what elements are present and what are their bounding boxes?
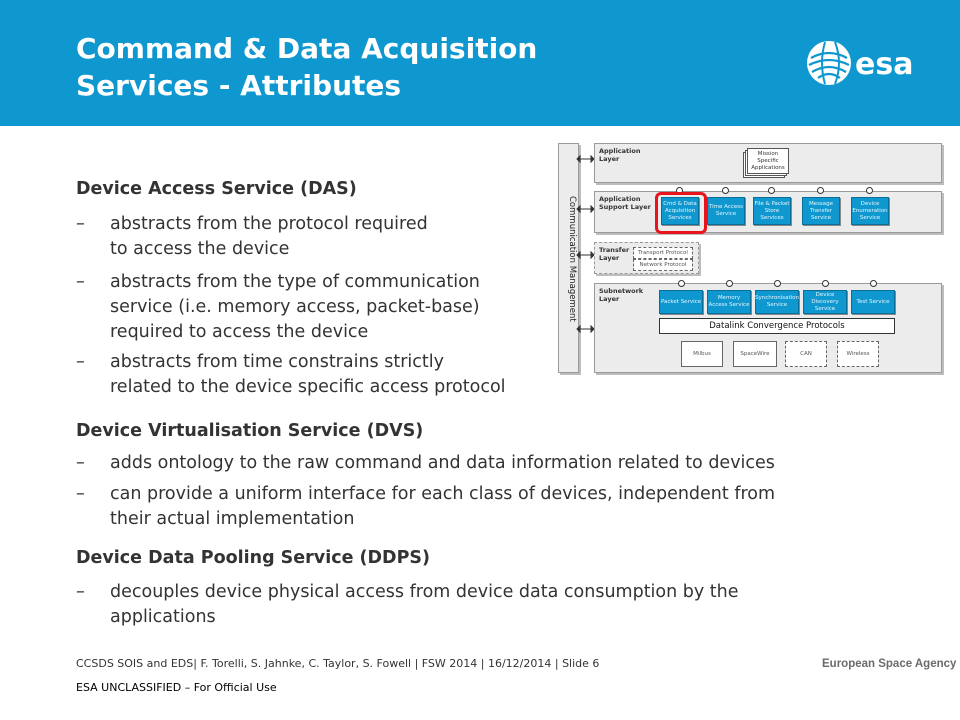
bullet-line: their actual implementation (110, 509, 355, 529)
header-bar (0, 0, 960, 126)
bullet-line: applications (110, 607, 216, 627)
application-layer-label: Application Layer (599, 147, 641, 163)
dvs-heading: Device Virtualisation Service (DVS) (76, 421, 424, 441)
layer-diagram (554, 141, 948, 377)
slide-title (76, 30, 537, 104)
link-wireless: Wireless (837, 341, 879, 367)
transport-protocol-box: Transport Protocol (633, 247, 693, 259)
layer-arrows (578, 141, 594, 377)
title-line-2: Services - Attributes (76, 69, 402, 102)
bullet-dash: – (76, 453, 85, 473)
service-device-discovery: Device Discovery Service (803, 290, 847, 314)
service-time-access: Time Access Service (707, 197, 745, 225)
network-protocol-box: Network Protocol (633, 259, 693, 271)
port-icon (870, 280, 877, 287)
service-cmd-data-acquisition: Cmd & Data Acquisition Services (661, 197, 699, 225)
esa-logo (805, 38, 939, 88)
transfer-layer-label: Transfer Layer (599, 246, 630, 262)
bullet-dash: – (76, 484, 85, 504)
comm-management-label: Communication Management (567, 196, 577, 322)
bullet-line: abstracts from the type of communication (110, 272, 480, 292)
bullet-line: decouples device physical access from device data consumption by the (110, 582, 739, 602)
link-milbus: Milbus (681, 341, 723, 367)
port-icon (817, 187, 824, 194)
port-icon (678, 280, 685, 287)
service-device-enumeration: Device Enumeration Service (851, 197, 889, 225)
service-memory-access: Memory Access Service (707, 290, 751, 314)
ddps-heading: Device Data Pooling Service (DDPS) (76, 548, 431, 568)
title-line-1: Command & Data Acquisition (76, 32, 538, 65)
service-packet: Packet Service (659, 290, 703, 314)
bullet-line: abstracts from time constrains strictly (110, 352, 444, 372)
bullet-dash: – (76, 582, 85, 602)
svg-text:European Space Agency: European Space Agency (822, 658, 957, 670)
port-icon (774, 280, 781, 287)
bullet-line: to access the device (110, 239, 290, 259)
subnetwork-layer-label: Subnetwork Layer (599, 287, 644, 303)
application-layer (594, 143, 942, 183)
port-icon (768, 187, 775, 194)
app-support-layer (594, 191, 942, 233)
bullet-line: required to access the device (110, 322, 369, 342)
bullet-line: related to the device specific access protocol (110, 377, 506, 397)
link-spacewire: SpaceWire (733, 341, 777, 367)
footer-citation: CCSDS SOIS and EDS| F. Torelli, S. Jahnke, C. Taylor, S. Fowell | FSW 2014 | 16/12/2014 | Slide 6 (76, 657, 600, 670)
port-icon (726, 280, 733, 287)
port-icon (866, 187, 873, 194)
port-icon (722, 187, 729, 194)
comm-management-bar (558, 143, 579, 373)
service-test: Test Service (851, 290, 895, 314)
service-synchronisation: Synchronisation Service (755, 290, 799, 314)
bullet-line: adds ontology to the raw command and data information related to devices (110, 453, 775, 473)
port-icon (822, 280, 829, 287)
bullet-line: abstracts from the protocol required (110, 214, 428, 234)
service-file-packet-store: File & Packet Store Services (753, 197, 791, 225)
app-support-layer-label: Application Support Layer (599, 195, 651, 211)
bullet-line: service (i.e. memory access, packet-base) (110, 297, 480, 317)
esa-globe-icon (807, 41, 851, 85)
agency-wordmark (822, 655, 957, 671)
mission-apps-box: Mission Specific Applications (747, 148, 789, 174)
classification-label: ESA UNCLASSIFIED – For Official Use (76, 681, 277, 694)
bullet-dash: – (76, 352, 85, 372)
bullet-dash: – (76, 272, 85, 292)
svg-text:esa: esa (855, 47, 914, 82)
bullet-line: can provide a uniform interface for each class of devices, independent from (110, 484, 776, 504)
highlight-ring (655, 192, 707, 234)
das-heading: Device Access Service (DAS) (76, 179, 357, 199)
bullet-dash: – (76, 214, 85, 234)
link-can: CAN (785, 341, 827, 367)
service-message-transfer: Message Transfer Service (802, 197, 840, 225)
subnetwork-layer (594, 283, 942, 373)
transfer-layer (594, 242, 699, 274)
datalink-convergence-box: Datalink Convergence Protocols (659, 318, 895, 334)
